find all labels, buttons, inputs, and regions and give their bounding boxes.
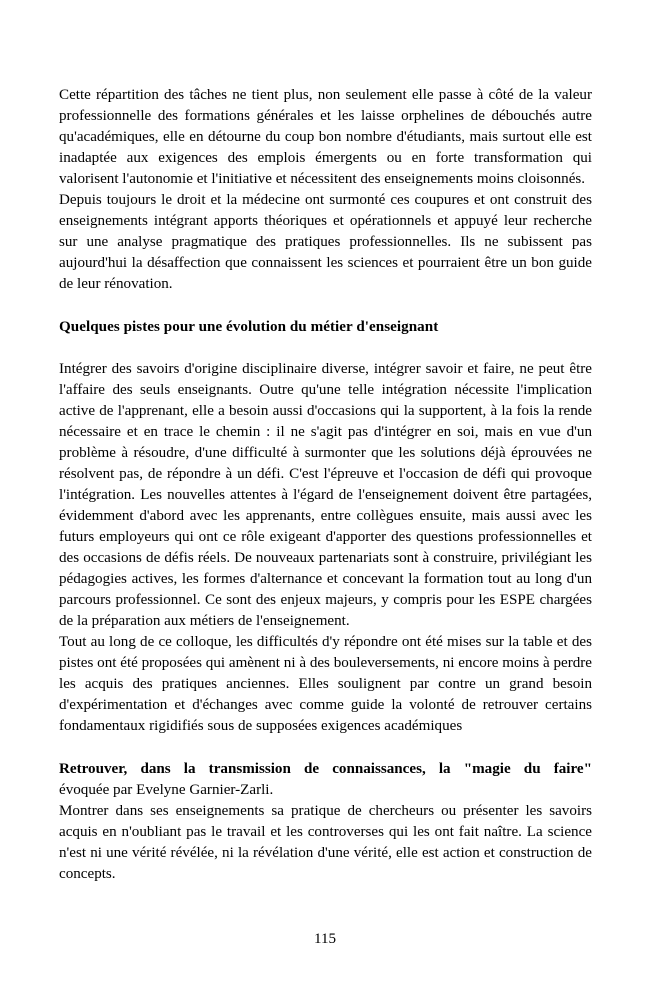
paragraph-repartition-des-taches: Cette répartition des tâches ne tient plus, non seulement elle passe à côté de la valeur professionnelle des formations générales et les laisse orphelines de débouchés autre qu'académiques, elle en détourne du coup bon nombre d'étudiants, mais surtout elle est inadaptée aux exigences des emplois émergents ou en forte transformation qui valorisent l'autonomie et l'initiative et nécessitent des enseignements moins cloisonnés. — [59, 87, 592, 188]
heading-retrouver-magie-du-faire: Retrouver, dans la transmission de connaissances, la "magie du faire" — [59, 760, 592, 777]
paragraph-tout-au-long-de-ce-colloque: Tout au long de ce colloque, les difficultés d'y répondre ont été mises sur la table et des pistes ont été proposées qui amènent ni à des bouleversements, ni encore moins à perdre les acquis des pratiques anciennes. Elles soulignent par contre un grand besoin d'expérimentation et d'échanges avec comme guide la volonté de retrouver certains fondamentaux rigidifiés sous de supposées exigences académiques — [59, 634, 592, 735]
spacer-before-heading-1 — [59, 295, 592, 316]
page-number: 115 — [313, 931, 337, 947]
paragraph-montrer-dans-ses-enseignements: Montrer dans ses enseignements sa pratique de chercheurs ou présenter les savoirs acquis en n'oubliant pas le travail et les controverses qui les ont fait naître. La science n'est ni une vérité révélée, ni la révélation d'une vérité, elle est action et construction de concepts. — [59, 802, 592, 882]
heading-quelques-pistes: Quelques pistes pour une évolution du métier d'enseignant — [59, 318, 439, 335]
paragraph-droit-et-medecine: Depuis toujours le droit et la médecine ont surmonté ces coupures et ont construit des enseignements intégrant apports théoriques et opérationnels et appuyé leur recherche sur une analyse pragmatique des pratiques professionnelles. Ils ne subissent pas aujourd'hui la désaffection que connaissent les sciences et pourraient être un bon guide de leur rénovation. — [59, 192, 592, 293]
attribution-evelyne-garnier-zarli: évoquée par Evelyne Garnier-Zarli. — [59, 781, 274, 798]
paragraph-integrer-des-savoirs: Intégrer des savoirs d'origine disciplinaire diverse, intégrer savoir et faire, ne peut être l'affaire des seuls enseignants. Outre qu'une telle intégration nécessite l'implication active de l'apprenant, elle a besoin aussi d'occasions qui la supportent, à la fois la rende nécessaire et en trace le chemin : il ne s'agit pas d'intégrer en soi, mais en vue d'un problème à résoudre, d'une difficulté à surmonter que les solutions déjà éprouvées ne résolvent pas, de répondre à un défi. C'est l'épreuve et l'occasion de défi qui provoque l'intégration. Les nouvelles attentes à l'égard de l'enseignement doivent être partagées, évidemment d'abord avec les apprenants, entre collègues ensuite, mais aussi avec les futurs employeurs qui ont ce rôle exigeant d'apporter des questions professionnelles et des occasions de défis réels. De nouveaux partenariats sont à construire, privilégiant les pédagogies actives, les formes d'alternance et concevant la formation tout au long d'un parcours professionnel. Ce sont des enjeux majeurs, y compris pour les ESPE chargées de la préparation aux métiers de l'enseignement. — [59, 360, 592, 630]
spacer-before-heading-2 — [59, 737, 592, 758]
text-column — [59, 85, 592, 885]
paragraph-retrouver-magie-du-faire — [59, 759, 592, 801]
spacer-after-heading-1 — [59, 338, 592, 359]
